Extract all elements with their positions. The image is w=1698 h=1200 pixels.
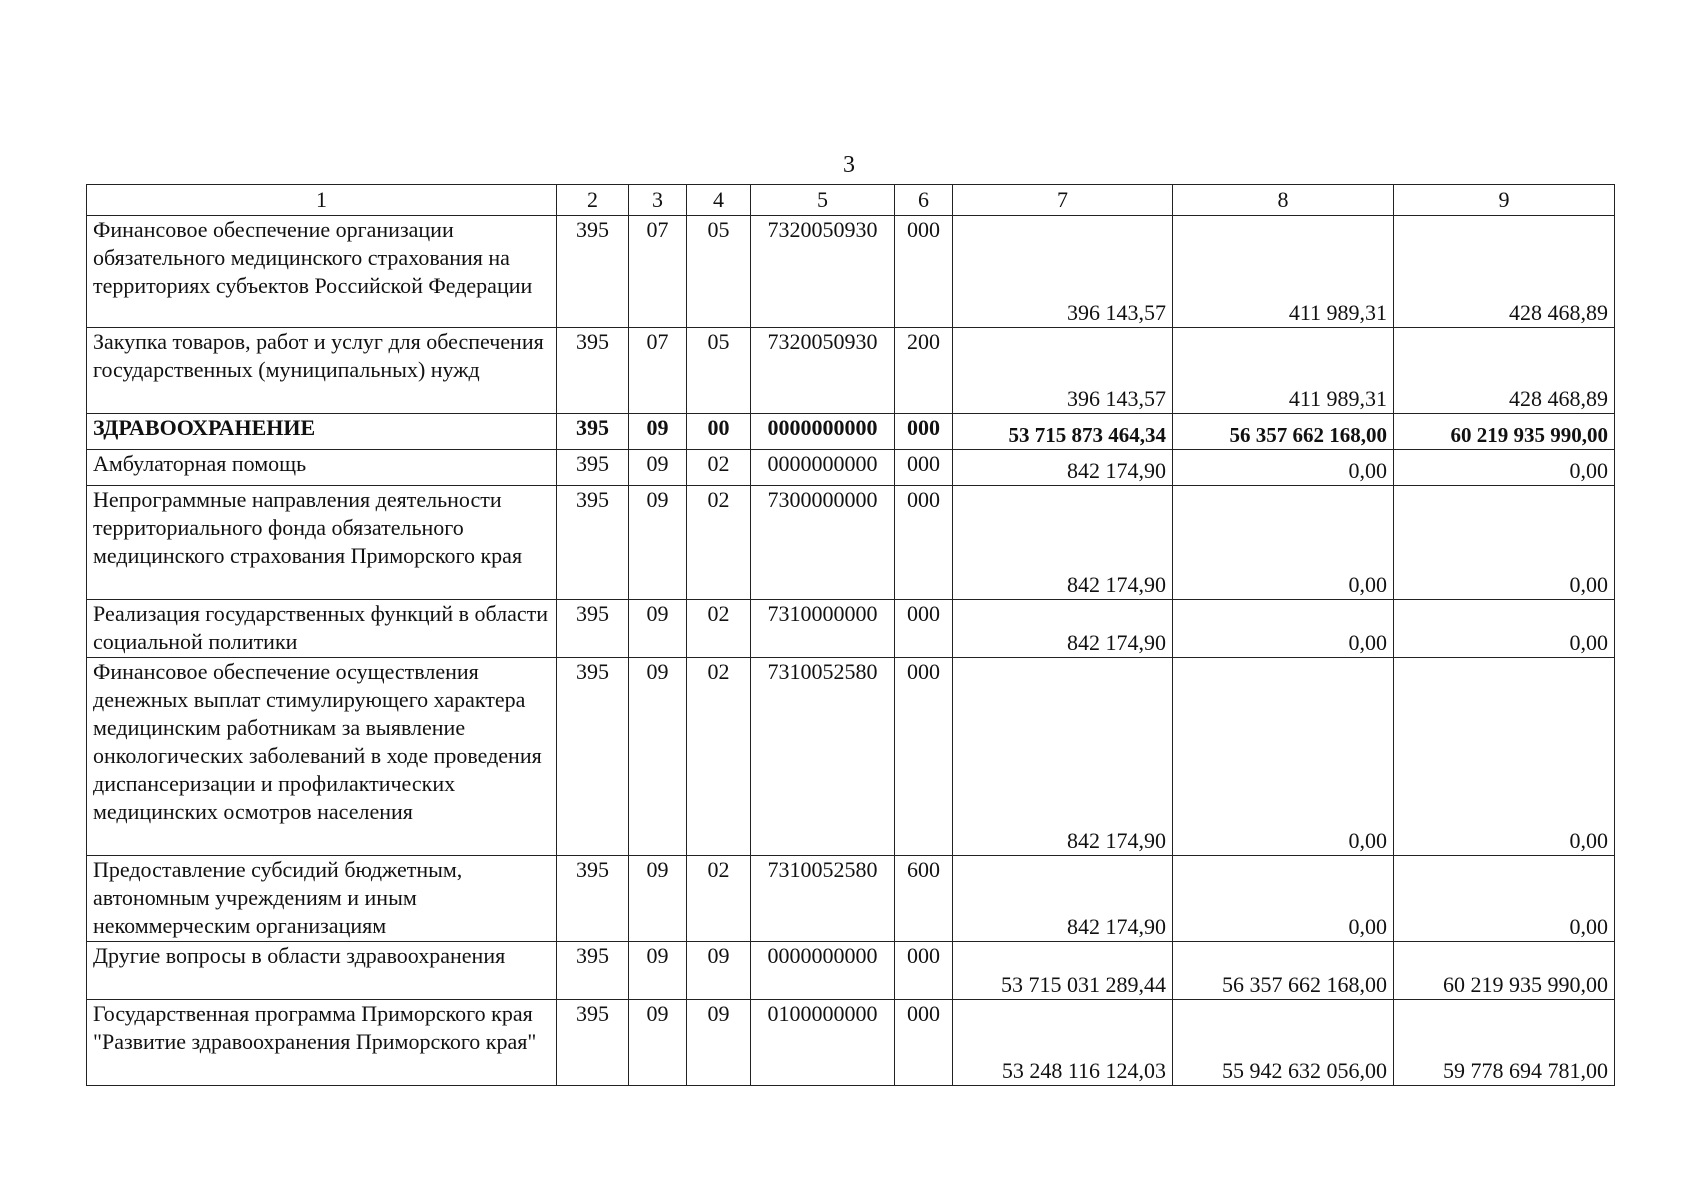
- column-header-5: 5: [751, 185, 895, 216]
- target-article-code: 0000000000: [751, 414, 895, 450]
- amount-col-9: 59 778 694 781,00: [1394, 1000, 1615, 1086]
- column-header-6: 6: [895, 185, 953, 216]
- expense-type-code: 000: [895, 450, 953, 486]
- amount-col-8: 0,00: [1173, 658, 1394, 856]
- admin-code: 395: [557, 486, 629, 600]
- row-name: Финансовое обеспечение осуществления денежных выплат стимулирующего характера медицинским работникам за выявление онкологических заболеваний в ходе проведения диспансеризации и профилактических медицинских осмотров населения: [87, 658, 557, 856]
- amount-col-8: 0,00: [1173, 600, 1394, 658]
- amount-col-8: 56 357 662 168,00: [1173, 942, 1394, 1000]
- expense-type-code: 000: [895, 486, 953, 600]
- target-article-code: 7310000000: [751, 600, 895, 658]
- amount-col-8: 55 942 632 056,00: [1173, 1000, 1394, 1086]
- section-code: 07: [629, 216, 687, 328]
- expense-type-code: 200: [895, 328, 953, 414]
- amount-col-7: 53 715 031 289,44: [953, 942, 1173, 1000]
- row-name: Реализация государственных функций в области социальной политики: [87, 600, 557, 658]
- amount-col-8: 0,00: [1173, 486, 1394, 600]
- column-header-2: 2: [557, 185, 629, 216]
- column-number-header-row: [87, 185, 1615, 216]
- table-row: [87, 486, 1615, 600]
- amount-col-8: 56 357 662 168,00: [1173, 414, 1394, 450]
- amount-col-9: 60 219 935 990,00: [1394, 414, 1615, 450]
- expense-type-code: 000: [895, 600, 953, 658]
- row-name: Финансовое обеспечение организации обязательного медицинского страхования на территориях субъектов Российской Федерации: [87, 216, 557, 328]
- column-header-7: 7: [953, 185, 1173, 216]
- amount-col-7: 842 174,90: [953, 856, 1173, 942]
- expense-type-code: 000: [895, 1000, 953, 1086]
- table-row: [87, 600, 1615, 658]
- table-row: [87, 328, 1615, 414]
- admin-code: 395: [557, 600, 629, 658]
- table-row: [87, 450, 1615, 486]
- target-article-code: 7310052580: [751, 856, 895, 942]
- amount-col-7: 396 143,57: [953, 216, 1173, 328]
- section-code: 09: [629, 600, 687, 658]
- admin-code: 395: [557, 856, 629, 942]
- target-article-code: 7320050930: [751, 216, 895, 328]
- amount-col-9: 428 468,89: [1394, 216, 1615, 328]
- admin-code: 395: [557, 216, 629, 328]
- admin-code: 395: [557, 942, 629, 1000]
- amount-col-8: 0,00: [1173, 450, 1394, 486]
- subsection-code: 00: [687, 414, 751, 450]
- row-name: Государственная программа Приморского края "Развитие здравоохранения Приморского края": [87, 1000, 557, 1086]
- amount-col-9: 0,00: [1394, 486, 1615, 600]
- amount-col-7: 842 174,90: [953, 450, 1173, 486]
- table-row: [87, 856, 1615, 942]
- row-name: Закупка товаров, работ и услуг для обеспечения государственных (муниципальных) нужд: [87, 328, 557, 414]
- amount-col-7: 53 248 116 124,03: [953, 1000, 1173, 1086]
- subsection-code: 02: [687, 856, 751, 942]
- amount-col-9: 0,00: [1394, 600, 1615, 658]
- table-row: [87, 658, 1615, 856]
- column-header-1: 1: [87, 185, 557, 216]
- table-row-section-total: [87, 414, 1615, 450]
- amount-col-9: 0,00: [1394, 450, 1615, 486]
- subsection-code: 09: [687, 942, 751, 1000]
- amount-col-8: 411 989,31: [1173, 216, 1394, 328]
- expense-type-code: 000: [895, 658, 953, 856]
- section-code: 09: [629, 856, 687, 942]
- amount-col-7: 842 174,90: [953, 658, 1173, 856]
- subsection-code: 05: [687, 328, 751, 414]
- target-article-code: 0100000000: [751, 1000, 895, 1086]
- target-article-code: 7310052580: [751, 658, 895, 856]
- section-code: 09: [629, 1000, 687, 1086]
- subsection-code: 02: [687, 450, 751, 486]
- admin-code: 395: [557, 658, 629, 856]
- subsection-code: 09: [687, 1000, 751, 1086]
- column-header-9: 9: [1394, 185, 1615, 216]
- target-article-code: 7320050930: [751, 328, 895, 414]
- column-header-8: 8: [1173, 185, 1394, 216]
- section-code: 09: [629, 414, 687, 450]
- table-row: [87, 216, 1615, 328]
- row-name: Непрограммные направления деятельности территориального фонда обязательного медицинского страхования Приморского края: [87, 486, 557, 600]
- target-article-code: 0000000000: [751, 450, 895, 486]
- target-article-code: 7300000000: [751, 486, 895, 600]
- amount-col-8: 0,00: [1173, 856, 1394, 942]
- table-row: [87, 1000, 1615, 1086]
- amount-col-7: 842 174,90: [953, 486, 1173, 600]
- row-name: Предоставление субсидий бюджетным, автономным учреждениям и иным некоммерческим организациям: [87, 856, 557, 942]
- section-code: 09: [629, 486, 687, 600]
- amount-col-7: 53 715 873 464,34: [953, 414, 1173, 450]
- amount-col-9: 428 468,89: [1394, 328, 1615, 414]
- subsection-code: 02: [687, 486, 751, 600]
- subsection-code: 02: [687, 658, 751, 856]
- row-name: Амбулаторная помощь: [87, 450, 557, 486]
- amount-col-9: 0,00: [1394, 856, 1615, 942]
- section-code: 09: [629, 658, 687, 856]
- amount-col-8: 411 989,31: [1173, 328, 1394, 414]
- admin-code: 395: [557, 414, 629, 450]
- subsection-code: 02: [687, 600, 751, 658]
- expense-type-code: 600: [895, 856, 953, 942]
- expense-type-code: 000: [895, 414, 953, 450]
- subsection-code: 05: [687, 216, 751, 328]
- section-code: 09: [629, 942, 687, 1000]
- section-code: 07: [629, 328, 687, 414]
- admin-code: 395: [557, 328, 629, 414]
- row-name: Другие вопросы в области здравоохранения: [87, 942, 557, 1000]
- row-name: ЗДРАВООХРАНЕНИЕ: [87, 414, 557, 450]
- table-row: [87, 942, 1615, 1000]
- amount-col-7: 842 174,90: [953, 600, 1173, 658]
- section-code: 09: [629, 450, 687, 486]
- budget-table: [86, 184, 1615, 1086]
- amount-col-9: 0,00: [1394, 658, 1615, 856]
- column-header-3: 3: [629, 185, 687, 216]
- column-header-4: 4: [687, 185, 751, 216]
- amount-col-7: 396 143,57: [953, 328, 1173, 414]
- expense-type-code: 000: [895, 216, 953, 328]
- admin-code: 395: [557, 1000, 629, 1086]
- page-number: 3: [843, 152, 855, 178]
- amount-col-9: 60 219 935 990,00: [1394, 942, 1615, 1000]
- expense-type-code: 000: [895, 942, 953, 1000]
- target-article-code: 0000000000: [751, 942, 895, 1000]
- admin-code: 395: [557, 450, 629, 486]
